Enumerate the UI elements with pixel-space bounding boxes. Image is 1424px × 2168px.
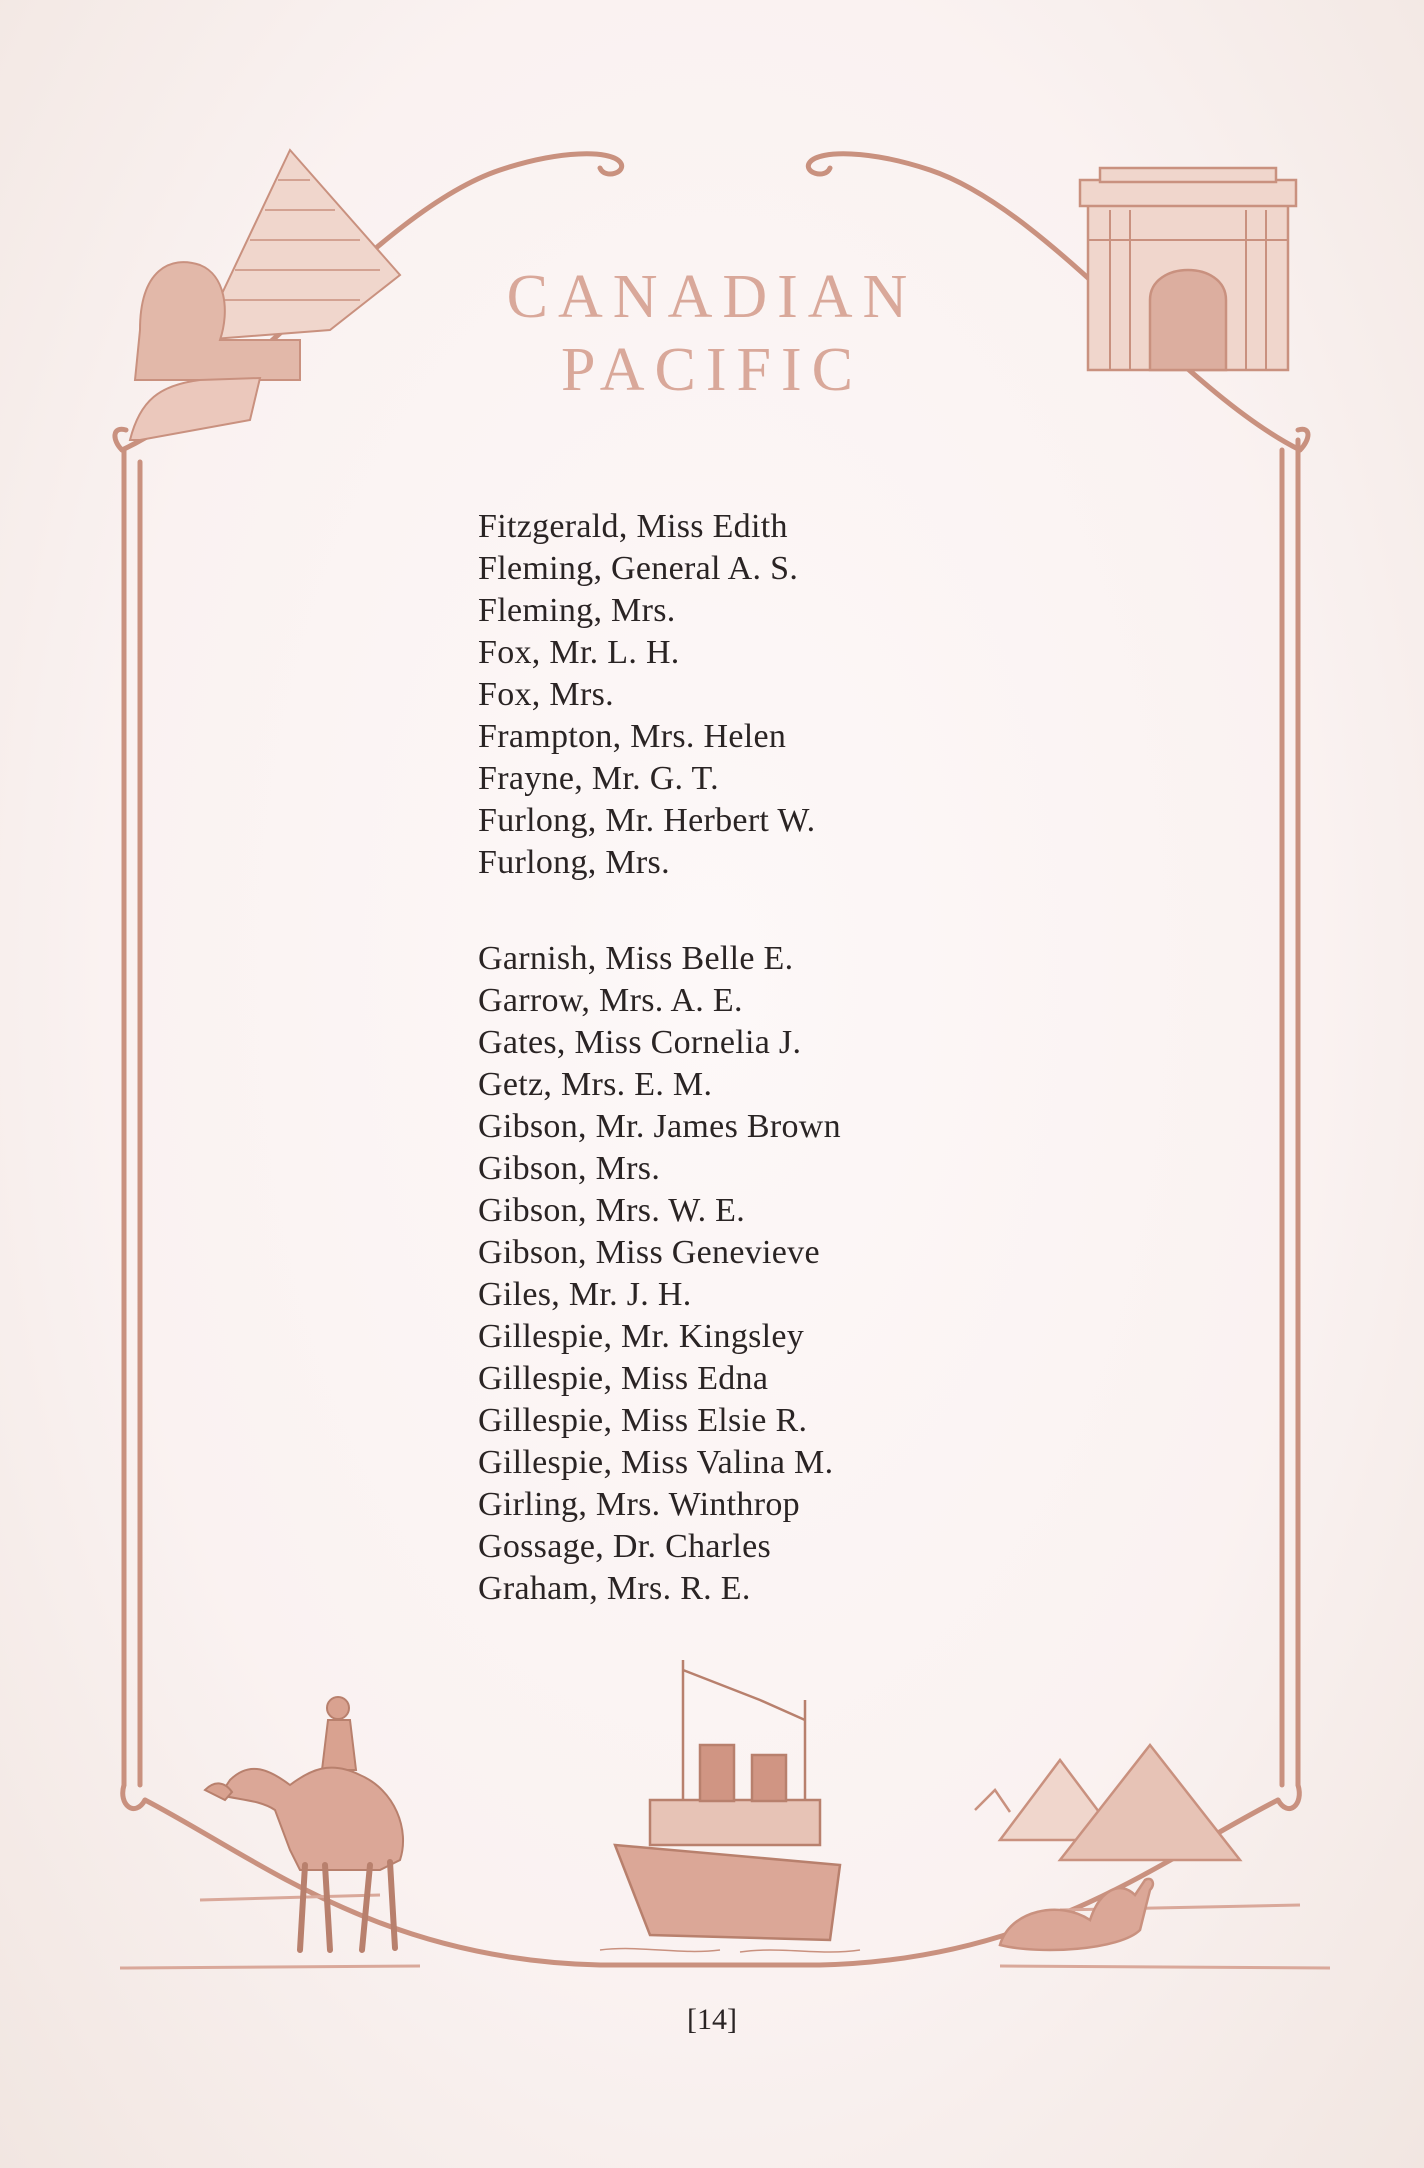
- list-item: Fox, Mrs.: [478, 676, 614, 713]
- list-item: Fleming, Mrs.: [478, 592, 676, 629]
- list-item: Garnish, Miss Belle E.: [478, 940, 794, 977]
- list-item: Graham, Mrs. R. E.: [478, 1570, 751, 1607]
- list-item: Furlong, Mrs.: [478, 844, 670, 881]
- page-title-line-2: PACIFIC: [560, 336, 864, 404]
- name-list-g: [478, 938, 841, 1610]
- list-item: Furlong, Mr. Herbert W.: [478, 802, 816, 839]
- list-item: Frampton, Mrs. Helen: [478, 718, 787, 755]
- steamship-illustration: [600, 1660, 860, 1952]
- list-item: Gibson, Miss Genevieve: [478, 1234, 820, 1271]
- list-item: Frayne, Mr. G. T.: [478, 760, 719, 797]
- camel-rider-illustration: [205, 1697, 403, 1950]
- list-item: Fox, Mr. L. H.: [478, 634, 680, 671]
- list-item: Girling, Mrs. Winthrop: [478, 1486, 800, 1523]
- list-item: Gillespie, Miss Elsie R.: [478, 1402, 808, 1439]
- list-item: Gossage, Dr. Charles: [478, 1528, 772, 1565]
- list-item: Gates, Miss Cornelia J.: [478, 1024, 802, 1061]
- list-item: Gillespie, Mr. Kingsley: [478, 1318, 805, 1355]
- list-item: Gibson, Mrs.: [478, 1150, 661, 1187]
- list-item: Giles, Mr. J. H.: [478, 1276, 692, 1313]
- pyramids-and-resting-camel-illustration: [975, 1745, 1240, 1950]
- list-item: Garrow, Mrs. A. E.: [478, 982, 743, 1019]
- list-item: Fleming, General A. S.: [478, 550, 799, 587]
- page-title-line-1: CANADIAN: [506, 263, 918, 331]
- list-item: Gibson, Mrs. W. E.: [478, 1192, 746, 1229]
- list-item: Getz, Mrs. E. M.: [478, 1066, 713, 1103]
- list-item: Gillespie, Miss Edna: [478, 1360, 769, 1397]
- page-number: [14]: [687, 2003, 737, 2036]
- list-item: Fitzgerald, Miss Edith: [478, 508, 788, 545]
- name-list-f: [478, 506, 815, 884]
- list-item: Gillespie, Miss Valina M.: [478, 1444, 834, 1481]
- list-item: Gibson, Mr. James Brown: [478, 1108, 841, 1145]
